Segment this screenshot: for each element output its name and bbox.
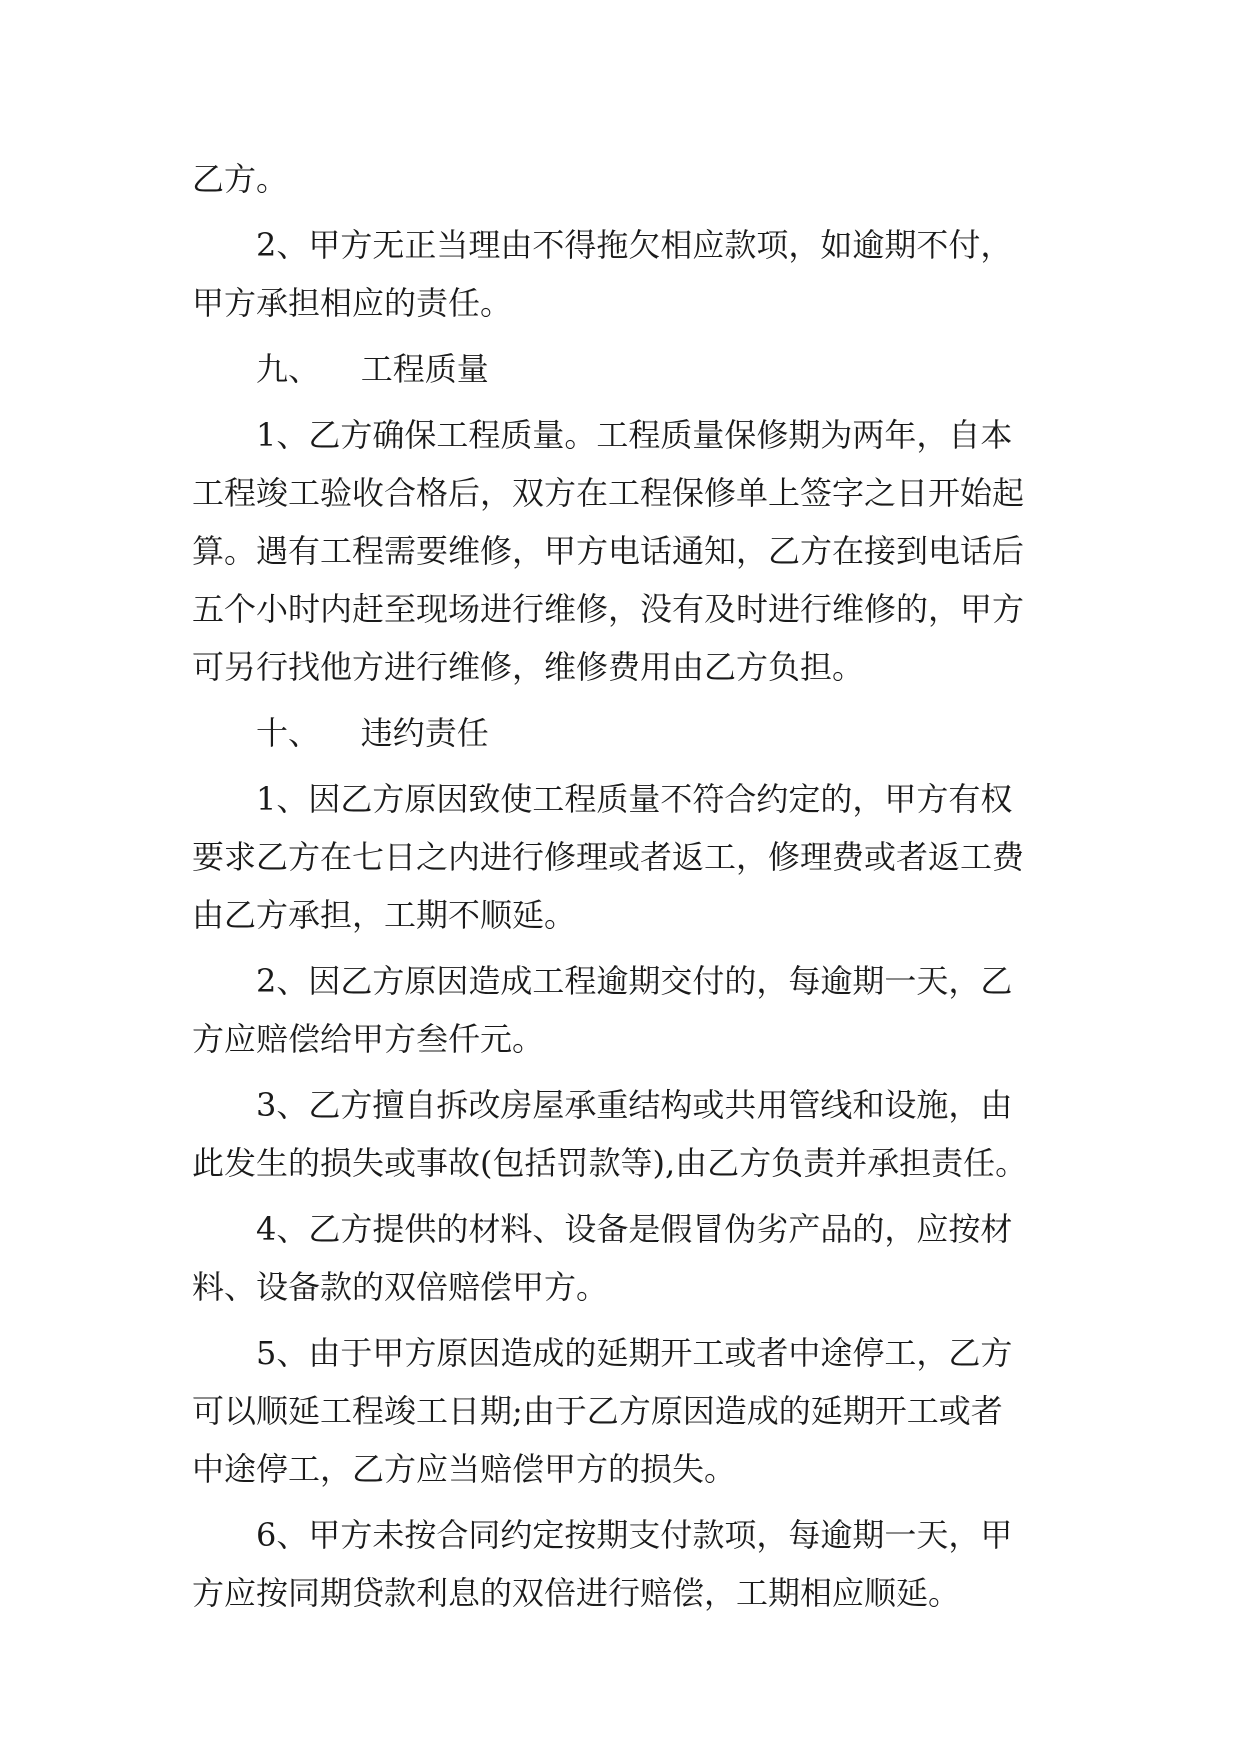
section-heading (192, 340, 1058, 398)
text-line: 4、乙方提供的材料、设备是假冒伪劣产品的，应按材 (256, 1210, 1013, 1248)
text-line: 中途停工，乙方应当赔偿甲方的损失。 (192, 1450, 737, 1488)
document-page (192, 150, 1058, 1630)
text-line: 五个小时内赶至现场进行维修，没有及时进行维修的，甲方 (192, 590, 1025, 628)
text-line: 乙方。 (192, 160, 289, 198)
heading-text: 十、 违约责任 (256, 714, 489, 752)
paragraph (192, 1200, 1058, 1316)
heading-text: 九、 工程质量 (256, 350, 489, 388)
paragraph (192, 150, 1058, 208)
paragraph (192, 952, 1058, 1068)
paragraph (192, 770, 1058, 944)
paragraph (192, 216, 1058, 332)
text-line: 可以顺延工程竣工日期;由于乙方原因造成的延期开工或者 (192, 1392, 1003, 1430)
paragraph (192, 406, 1058, 696)
text-line: 5、由于甲方原因造成的延期开工或者中途停工，乙方 (256, 1334, 1013, 1372)
text-line: 2、甲方无正当理由不得拖欠相应款项，如逾期不付， (256, 226, 1013, 264)
text-line: 可另行找他方进行维修，维修费用由乙方负担。 (192, 648, 865, 686)
text-line: 方应赔偿给甲方叁仟元。 (192, 1020, 545, 1058)
text-line: 方应按同期贷款利息的双倍进行赔偿，工期相应顺延。 (192, 1574, 961, 1612)
text-line: 由乙方承担，工期不顺延。 (192, 896, 577, 934)
paragraph (192, 1076, 1058, 1192)
text-line: 3、乙方擅自拆改房屋承重结构或共用管线和设施，由 (256, 1086, 1013, 1124)
text-line: 6、甲方未按合同约定按期支付款项，每逾期一天，甲 (256, 1516, 1013, 1554)
text-line: 甲方承担相应的责任。 (192, 284, 513, 322)
text-line: 要求乙方在七日之内进行修理或者返工，修理费或者返工费 (192, 838, 1025, 876)
text-line: 工程竣工验收合格后，双方在工程保修单上签字之日开始起 (192, 474, 1025, 512)
text-line: 此发生的损失或事故(包括罚款等),由乙方负责并承担责任。 (192, 1144, 1028, 1182)
text-line: 2、因乙方原因造成工程逾期交付的，每逾期一天，乙 (256, 962, 1013, 1000)
paragraph (192, 1506, 1058, 1622)
text-line: 1、因乙方原因致使工程质量不符合约定的，甲方有权 (256, 780, 1013, 818)
section-heading (192, 704, 1058, 762)
text-line: 1、乙方确保工程质量。工程质量保修期为两年，自本 (256, 416, 1013, 454)
paragraph (192, 1324, 1058, 1498)
text-line: 算。遇有工程需要维修，甲方电话通知，乙方在接到电话后 (192, 532, 1025, 570)
text-line: 料、设备款的双倍赔偿甲方。 (192, 1268, 609, 1306)
